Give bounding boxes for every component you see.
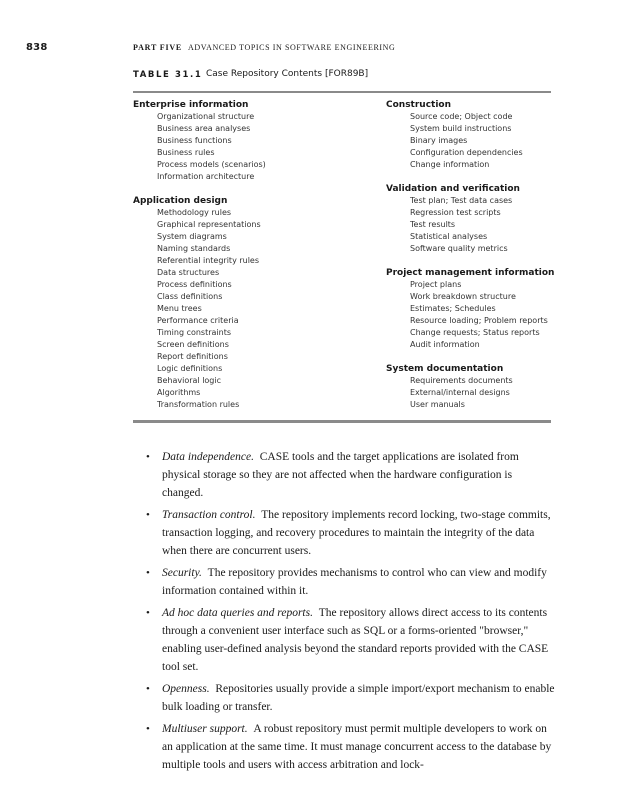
bullet-text: The repository implements record locking, two-stage commits, transaction logging, and recovery procedures to maintain the integrity of the data when there are concurrent users. <box>162 509 551 557</box>
bullet-dot-icon: • <box>146 509 150 521</box>
page-number: 838 <box>26 42 48 53</box>
category-item: Estimates; Schedules <box>410 304 496 313</box>
category-item: Organizational structure <box>157 112 255 121</box>
category-item: Project plans <box>410 280 462 289</box>
bullet-term: Multiuser support. <box>162 723 248 735</box>
category-item: Business functions <box>157 136 232 145</box>
category-item: Change information <box>410 160 490 169</box>
category-item: External/internal designs <box>410 388 510 397</box>
category-item: Process definitions <box>157 280 232 289</box>
bullet-text: The repository allows direct access to its contents through a convenient user interface such as SQL or a forms-oriented "browser," enabling user-defined analysis beyond the standard reports provided with the CASE tool set. <box>162 607 549 673</box>
category-item: Software quality metrics <box>410 244 508 253</box>
bullet-item <box>146 506 556 560</box>
table-title: Case Repository Contents [FOR89B] <box>206 69 369 79</box>
category-item: Algorithms <box>157 388 201 397</box>
category-item: Work breakdown structure <box>410 292 516 301</box>
table-label: TABLE 31.1 <box>133 70 203 80</box>
bullet-item <box>146 448 556 502</box>
bullet-term: Transaction control. <box>162 509 256 521</box>
category-item: Information architecture <box>157 172 255 181</box>
category-item: Menu trees <box>157 304 202 313</box>
category-item: Statistical analyses <box>410 232 488 241</box>
category-block <box>386 99 626 171</box>
category-item: Referential integrity rules <box>157 256 260 265</box>
category-item: System diagrams <box>157 232 227 241</box>
category-item: Performance criteria <box>157 316 239 325</box>
bullet-text: CASE tools and the target applications are isolated from physical storage so they are not affected when the hardware configuration is changed. <box>162 451 519 499</box>
part-label: PART FIVE <box>133 43 183 52</box>
bullet-dot-icon: • <box>146 723 150 735</box>
category-item: Logic definitions <box>157 364 223 373</box>
bullet-item <box>146 604 556 676</box>
bullet-term: Ad hoc data queries and reports. <box>162 607 313 619</box>
category-item: Test results <box>410 220 456 229</box>
bullet-text: A robust repository must permit multiple developers to work on an application at the same time. It must manage concurrent access to the database by multiple tools and users with access arbitration and lock- <box>162 723 552 771</box>
category-heading: Validation and verification <box>386 184 520 194</box>
bullet-item <box>146 680 556 716</box>
table-bottom-rule <box>133 420 551 423</box>
category-item: Regression test scripts <box>410 208 501 217</box>
category-item: Naming standards <box>157 244 231 253</box>
category-items <box>386 111 626 171</box>
table-top-rule <box>133 91 551 93</box>
category-item: Resource loading; Problem reports <box>410 316 548 325</box>
category-block <box>133 99 373 183</box>
category-item: Audit information <box>410 340 480 349</box>
part-title: ADVANCED TOPICS IN SOFTWARE ENGINEERING <box>188 43 396 52</box>
category-block <box>386 363 626 411</box>
category-item: Transformation rules <box>157 400 240 409</box>
category-item: Class definitions <box>157 292 223 301</box>
category-item: Business rules <box>157 148 215 157</box>
category-item: Report definitions <box>157 352 228 361</box>
category-item: Behavioral logic <box>157 376 222 385</box>
category-items <box>133 111 373 183</box>
bullet-term: Openness. <box>162 683 210 695</box>
category-heading: Enterprise information <box>133 100 249 110</box>
category-items <box>133 207 373 411</box>
category-item: Timing constraints <box>157 328 232 337</box>
category-item: Test plan; Test data cases <box>410 196 513 205</box>
bullet-item <box>146 720 556 774</box>
category-item: Data structures <box>157 268 220 277</box>
bullet-dot-icon: • <box>146 607 150 619</box>
category-item: Source code; Object code <box>410 112 513 121</box>
category-heading: Construction <box>386 100 452 110</box>
category-item: Binary images <box>410 136 468 145</box>
category-heading: Application design <box>133 196 228 206</box>
category-item: System build instructions <box>410 124 512 133</box>
category-block <box>133 195 373 411</box>
category-item: Change requests; Status reports <box>410 328 540 337</box>
bullet-text: The repository provides mechanisms to control who can view and modify information contained within it. <box>162 567 547 597</box>
category-items <box>386 375 626 411</box>
category-item: Graphical representations <box>157 220 261 229</box>
bullet-term: Security. <box>162 567 202 579</box>
bullet-dot-icon: • <box>146 451 150 463</box>
category-items <box>386 279 626 351</box>
running-head <box>0 42 637 56</box>
category-item: Requirements documents <box>410 376 513 385</box>
bullet-list <box>146 448 556 778</box>
category-block <box>386 183 626 255</box>
category-item: Process models (scenarios) <box>157 160 266 169</box>
category-block <box>386 267 626 351</box>
bullet-dot-icon: • <box>146 567 150 579</box>
bullet-term: Data independence. <box>162 451 254 463</box>
bullet-dot-icon: • <box>146 683 150 695</box>
category-item: Configuration dependencies <box>410 148 523 157</box>
category-heading: System documentation <box>386 364 504 374</box>
bullet-text: Repositories usually provide a simple import/export mechanism to enable bulk loading or transfer. <box>162 683 555 713</box>
category-heading: Project management information <box>386 268 555 278</box>
category-items <box>386 195 626 255</box>
category-item: User manuals <box>410 400 465 409</box>
category-item: Methodology rules <box>157 208 232 217</box>
category-item: Business area analyses <box>157 124 251 133</box>
category-item: Screen definitions <box>157 340 229 349</box>
bullet-item <box>146 564 556 600</box>
